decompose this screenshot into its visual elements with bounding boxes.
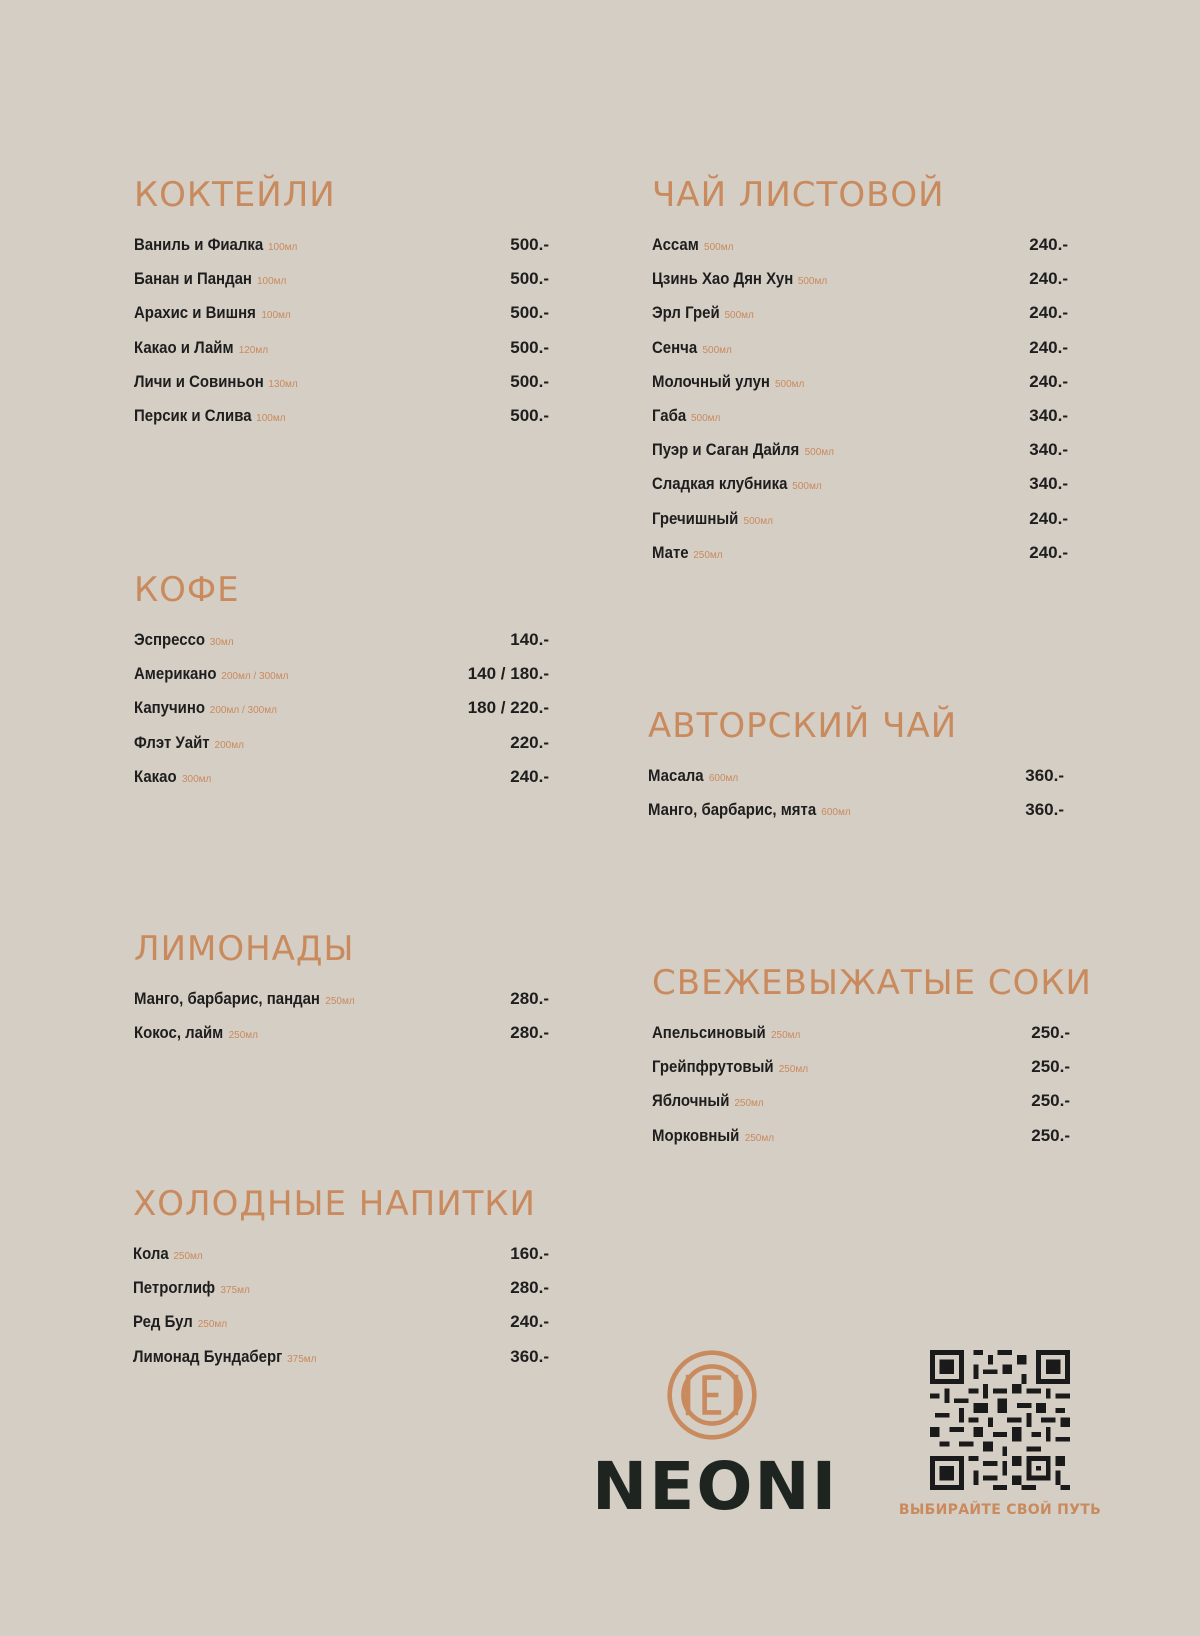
item-volume: 500мл bbox=[792, 481, 822, 493]
item-name: Морковный bbox=[652, 1125, 740, 1145]
section-title: ЧАЙ ЛИСТОВОЙ bbox=[652, 175, 945, 215]
section-title: ХОЛОДНЫЕ НАПИТКИ bbox=[133, 1184, 536, 1224]
menu-item bbox=[652, 1050, 1070, 1084]
item-name: Кола bbox=[133, 1244, 169, 1263]
menu-item bbox=[652, 467, 1068, 501]
section-lemonade bbox=[134, 929, 549, 1050]
item-price: 240.- bbox=[1029, 303, 1068, 323]
item-name: Сладкая клубника bbox=[652, 474, 788, 494]
menu-item bbox=[652, 262, 1068, 296]
item-name: Грейпфрутовый bbox=[652, 1057, 774, 1077]
item-volume: 100мл bbox=[256, 276, 287, 288]
item-name: Яблочный bbox=[652, 1091, 730, 1111]
item-name: Какао bbox=[134, 766, 177, 786]
item-price: 280.- bbox=[510, 1023, 549, 1043]
item-volume: 250мл bbox=[173, 1251, 203, 1262]
section-leaf-tea bbox=[652, 175, 1068, 570]
item-price: 340.- bbox=[1029, 474, 1068, 494]
neoni-emblem-icon bbox=[666, 1349, 758, 1441]
menu-item bbox=[648, 759, 1064, 793]
menu-item bbox=[652, 1084, 1070, 1118]
menu-list bbox=[648, 759, 1064, 827]
item-volume: 375мл bbox=[220, 1285, 250, 1297]
item-price: 240.- bbox=[1029, 269, 1068, 289]
item-volume: 30мл bbox=[209, 637, 234, 648]
item-name: Манго, барбарис, мята bbox=[648, 800, 817, 820]
menu-item bbox=[134, 726, 549, 760]
item-price: 240.- bbox=[510, 766, 549, 786]
item-price: 140.- bbox=[510, 630, 549, 649]
menu-item bbox=[134, 623, 549, 657]
item-price: 240.- bbox=[1029, 508, 1068, 528]
item-name: Ред Бул bbox=[133, 1312, 193, 1332]
menu-item bbox=[134, 1016, 549, 1050]
menu-item bbox=[134, 331, 549, 365]
item-name: Ваниль и Фиалка bbox=[134, 235, 264, 254]
item-volume: 100мл bbox=[256, 412, 286, 424]
item-volume: 250мл bbox=[734, 1098, 764, 1110]
item-price: 500.- bbox=[510, 337, 549, 357]
menu-item bbox=[652, 1119, 1070, 1153]
menu-list bbox=[134, 623, 549, 794]
item-volume: 500мл bbox=[743, 515, 773, 527]
item-price: 240.- bbox=[1029, 371, 1068, 391]
item-price: 360.- bbox=[1025, 800, 1064, 820]
item-price: 340.- bbox=[1029, 440, 1068, 460]
item-volume: 100мл bbox=[261, 310, 291, 322]
item-price: 280.- bbox=[510, 989, 549, 1008]
item-price: 500.- bbox=[510, 303, 549, 323]
item-price: 240.- bbox=[1029, 235, 1068, 254]
item-volume: 250мл bbox=[693, 549, 723, 561]
item-name: Банан и Пандан bbox=[134, 269, 252, 289]
menu-item bbox=[652, 365, 1068, 399]
item-volume: 100мл bbox=[267, 242, 298, 253]
item-name: Капучино bbox=[134, 698, 206, 718]
menu-item bbox=[648, 793, 1064, 827]
item-volume: 250мл bbox=[228, 1030, 259, 1042]
item-name: Манго, барбарис, пандан bbox=[134, 989, 320, 1008]
menu-list bbox=[134, 982, 549, 1050]
item-name: Петроглиф bbox=[133, 1278, 216, 1298]
qr-code-icon[interactable] bbox=[930, 1350, 1070, 1490]
item-volume: 500мл bbox=[797, 276, 828, 288]
menu-item bbox=[652, 433, 1068, 467]
item-volume: 250мл bbox=[197, 1319, 228, 1331]
brand-logo-text: NEONI bbox=[592, 1448, 839, 1525]
menu-item bbox=[652, 228, 1068, 262]
item-name: Эрл Грей bbox=[652, 303, 720, 323]
item-volume: 250мл bbox=[744, 1132, 775, 1144]
menu-list bbox=[652, 1016, 1070, 1153]
item-name: Габа bbox=[652, 405, 687, 425]
item-volume: 600мл bbox=[708, 773, 739, 784]
item-price: 500.- bbox=[510, 235, 549, 254]
item-name: Арахис и Вишня bbox=[134, 303, 256, 323]
menu-item bbox=[652, 502, 1068, 536]
item-price: 250.- bbox=[1031, 1125, 1070, 1145]
menu-item bbox=[133, 1340, 549, 1374]
item-price: 240.- bbox=[510, 1312, 549, 1332]
section-cold-drinks bbox=[133, 1184, 549, 1374]
item-volume: 200мл / 300мл bbox=[221, 671, 289, 683]
section-title: КОКТЕЙЛИ bbox=[134, 175, 336, 215]
menu-item bbox=[134, 262, 549, 296]
item-name: Американо bbox=[134, 664, 217, 684]
section-title: АВТОРСКИЙ ЧАЙ bbox=[648, 706, 958, 746]
item-volume: 500мл bbox=[774, 378, 805, 390]
item-name: Кокос, лайм bbox=[134, 1023, 224, 1043]
item-name: Персик и Слива bbox=[134, 405, 252, 425]
item-name: Масала bbox=[648, 766, 704, 785]
menu-item bbox=[134, 982, 549, 1016]
menu-item bbox=[133, 1271, 549, 1305]
item-volume: 250мл bbox=[325, 996, 355, 1007]
item-price: 500.- bbox=[510, 371, 549, 391]
item-volume: 500мл bbox=[724, 310, 754, 322]
item-volume: 600мл bbox=[821, 807, 851, 819]
menu-item bbox=[133, 1305, 549, 1339]
brand-tagline: ВЫБИРАЙТЕ СВОЙ ПУТЬ bbox=[898, 1502, 1102, 1518]
item-name: Эспрессо bbox=[134, 630, 206, 649]
menu-list bbox=[134, 228, 549, 433]
menu-item bbox=[134, 365, 549, 399]
item-name: Пуэр и Саган Дайля bbox=[652, 440, 800, 460]
menu-item bbox=[652, 296, 1068, 330]
item-volume: 250мл bbox=[770, 1030, 801, 1041]
item-price: 360.- bbox=[510, 1346, 549, 1366]
item-name: Какао и Лайм bbox=[134, 337, 234, 357]
menu-list bbox=[652, 228, 1068, 570]
item-price: 250.- bbox=[1031, 1023, 1070, 1042]
item-name: Сенча bbox=[652, 337, 698, 357]
item-volume: 500мл bbox=[704, 242, 734, 253]
menu-item bbox=[134, 760, 549, 794]
menu-item bbox=[652, 399, 1068, 433]
item-volume: 500мл bbox=[691, 412, 721, 424]
section-fresh-juice bbox=[652, 963, 1092, 1153]
item-price: 220.- bbox=[510, 732, 549, 752]
item-volume: 200мл / 300мл bbox=[209, 705, 277, 717]
item-price: 280.- bbox=[510, 1278, 549, 1298]
item-volume: 120мл bbox=[238, 344, 269, 356]
item-name: Лимонад Бундаберг bbox=[133, 1346, 283, 1366]
menu-item bbox=[652, 1016, 1070, 1050]
item-volume: 300мл bbox=[181, 773, 212, 785]
item-volume: 375мл bbox=[287, 1353, 317, 1365]
section-author-tea bbox=[648, 706, 1064, 827]
menu-list bbox=[133, 1237, 549, 1374]
section-cocktails bbox=[134, 175, 549, 433]
item-price: 240.- bbox=[1029, 337, 1068, 357]
menu-item bbox=[134, 399, 549, 433]
item-price: 250.- bbox=[1031, 1057, 1070, 1077]
item-volume: 250мл bbox=[778, 1064, 809, 1076]
item-name: Мате bbox=[652, 542, 689, 562]
menu-item bbox=[133, 1237, 549, 1271]
section-title: КОФЕ bbox=[134, 570, 240, 610]
item-name: Флэт Уайт bbox=[134, 732, 210, 752]
item-price: 500.- bbox=[510, 405, 549, 425]
item-price: 500.- bbox=[510, 269, 549, 289]
item-price: 250.- bbox=[1031, 1091, 1070, 1111]
item-name: Гречишный bbox=[652, 508, 739, 528]
section-title: ЛИМОНАДЫ bbox=[134, 929, 355, 969]
item-price: 160.- bbox=[510, 1244, 549, 1263]
item-name: Апельсиновый bbox=[652, 1023, 766, 1042]
item-volume: 200мл bbox=[214, 739, 244, 751]
item-price: 180 / 220.- bbox=[467, 698, 549, 718]
menu-item bbox=[134, 657, 549, 691]
item-price: 240.- bbox=[1029, 542, 1068, 562]
menu-item bbox=[134, 691, 549, 725]
section-coffee bbox=[134, 570, 549, 794]
item-name: Цзинь Хао Дян Хун bbox=[652, 269, 794, 289]
item-price: 140 / 180.- bbox=[467, 664, 549, 684]
menu-item bbox=[134, 228, 549, 262]
item-name: Ассам bbox=[652, 235, 699, 254]
item-name: Личи и Совиньон bbox=[134, 371, 264, 391]
menu-item bbox=[652, 536, 1068, 570]
item-price: 360.- bbox=[1025, 766, 1064, 785]
menu-item bbox=[134, 296, 549, 330]
item-volume: 500мл bbox=[702, 344, 732, 356]
section-title: СВЕЖЕВЫЖАТЫЕ СОКИ bbox=[652, 963, 1092, 1003]
item-price: 340.- bbox=[1029, 405, 1068, 425]
item-volume: 500мл bbox=[804, 447, 834, 459]
menu-item bbox=[652, 331, 1068, 365]
item-name: Молочный улун bbox=[652, 371, 770, 391]
item-volume: 130мл bbox=[268, 378, 298, 390]
